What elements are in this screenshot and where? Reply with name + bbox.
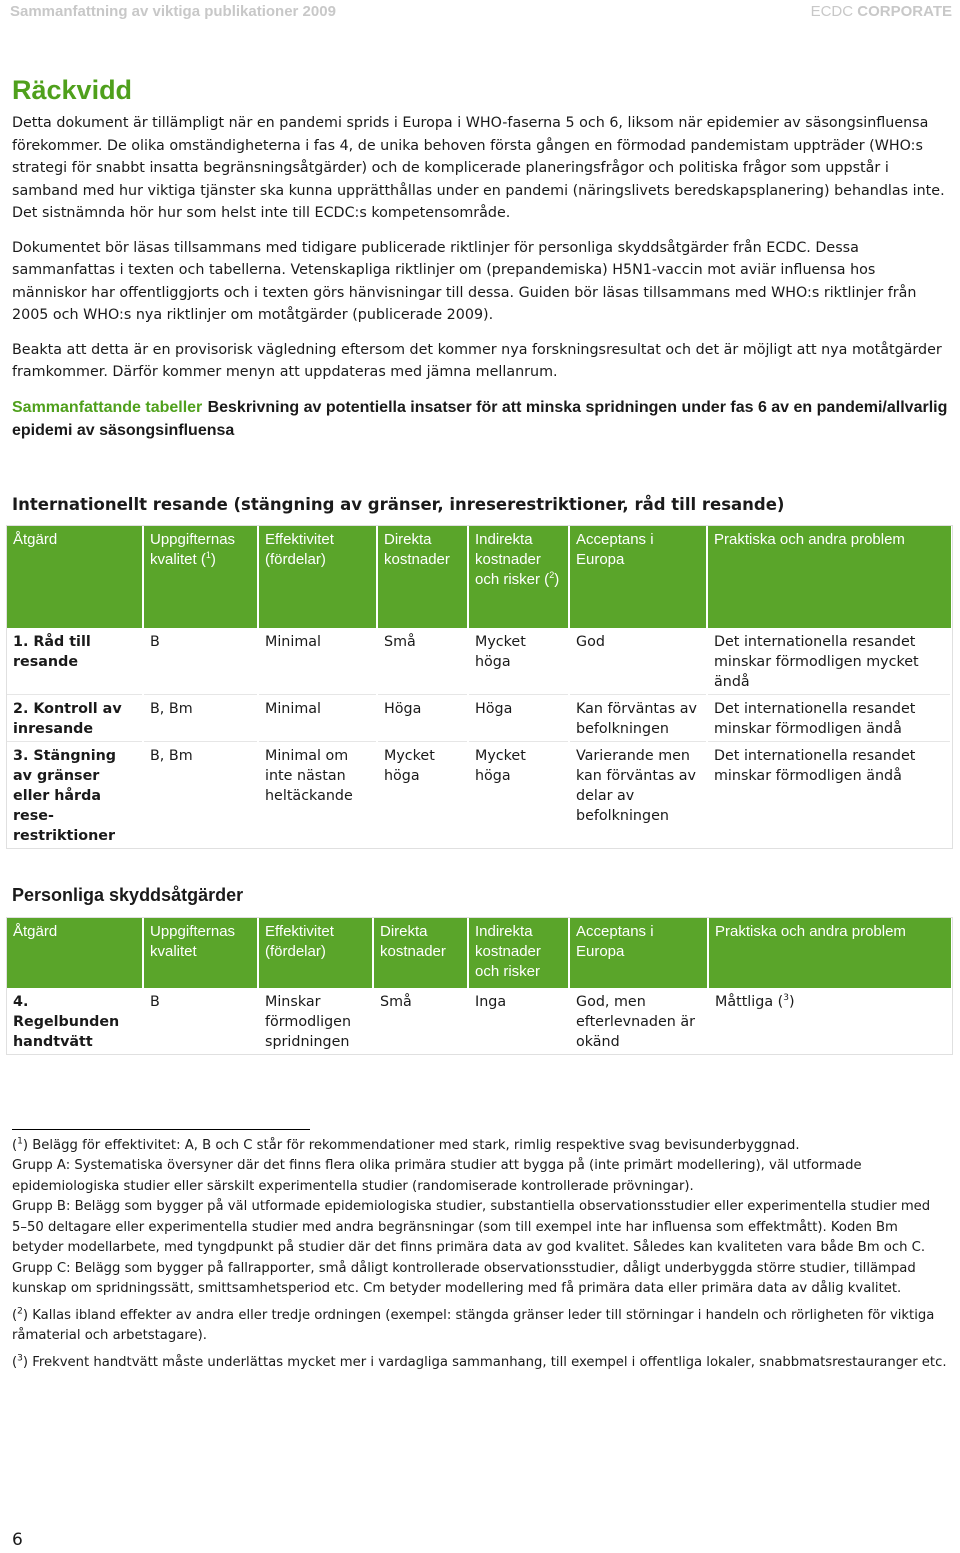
t1-header-acceptance: Acceptans i Europa — [569, 526, 707, 628]
footnote-3-text: Frekvent handtvätt måste underlättas mycket mer i vardagliga sammanhang, till exempel i offentliga lokaler, snabbmatsrestauranger etc. — [32, 1354, 947, 1370]
cell: Höga — [377, 694, 468, 741]
table-row — [7, 694, 951, 741]
header-brand — [811, 3, 952, 20]
cell: B — [143, 988, 258, 1054]
table2-header-row — [7, 918, 951, 988]
cell: B, Bm — [143, 694, 258, 741]
cell: Mycket höga — [468, 628, 569, 695]
cell: Mycket höga — [468, 741, 569, 848]
footnote-3: ($^3$) Frekvent handtvätt måste underlättas mycket mer i vardagliga sammanhang, till exempel i offentliga lokaler, snabbmatsrestauranger etc. — [12, 1353, 947, 1370]
cell: Minimal — [258, 628, 377, 695]
t1-header-quality-sup: 1 — [205, 549, 211, 560]
t1-header-effectiveness: Effektivitet (fördelar) — [258, 526, 377, 628]
cell-text: Måttliga ( — [715, 993, 784, 1010]
paragraph-3: Beakta att detta är en provisorisk vägledning eftersom det kommer nya forskningsresultat och det är möjligt att nya motåtgärder framkommer. Därför kommer menyn att uppdateras med jämna mellanrum. — [12, 341, 942, 380]
t1-header-measure: Åtgärd — [7, 526, 143, 628]
t1-header-indirect-text: Indirekta kostnader och risker ( — [475, 530, 550, 588]
cell-sup: 3 — [783, 992, 789, 1003]
cell-tail: ) — [788, 993, 795, 1010]
header-title: Sammanfattning av viktiga publikationer 2009 — [10, 2, 336, 20]
cell: Mycket höga — [377, 741, 468, 848]
cell: 2. Kontroll av inresande — [7, 694, 143, 741]
page-number: 6 — [12, 1530, 23, 1550]
page-content — [12, 70, 948, 1373]
paragraph-2: Dokumentet bör läsas tillsammans med tidigare publicerade riktlinjer för personliga skyddsåtgärder från ECDC. Dessa sammanfattas i texten och tabellerna. Vetenskapliga riktlinjer om (prepandemiska) H5N1-vaccin mot aviär influensa hos människor har offentliggjorts och i texten görs hänvisningar till dessa. Guiden bör läsas tillsammans med WHO:s riktlinjer från 2005 och WHO:s nya riktlinjer om motåtgärder (publicerade 2009). — [12, 239, 917, 323]
footnote-grupp-c: Grupp C: Belägg som bygger på fallrapporter, små dåligt kontrollerade observationsstudier, dåligt underbyggda större studier, tillämpad kunskap om spridningssätt, smittsamhetsperiod etc. Cm betyder modellering med få primära data eller primära data av dålig kvalitet. — [12, 1260, 916, 1296]
cell: Varierande men kan förväntas av delar av befolkningen — [569, 741, 707, 848]
section-title: Räckvidd — [12, 75, 133, 105]
t2-header-measure: Åtgärd — [7, 918, 143, 988]
cell: 1. Råd till resande — [7, 628, 143, 695]
cell: Kan förväntas av befolkningen — [569, 694, 707, 741]
header-brand-corporate: CORPORATE — [857, 2, 952, 20]
cell: Det internationella resandet minskar förmodligen mycket ändå — [707, 628, 951, 695]
table-caption — [12, 396, 948, 443]
t1-header-quality — [143, 526, 258, 628]
t1-header-problems: Praktiska och andra problem — [707, 526, 951, 628]
cell: Små — [373, 988, 468, 1054]
t1-header-indirect-costs — [468, 526, 569, 628]
cell: God, men efterlevnaden är okänd — [569, 988, 708, 1054]
footnote-2: ($^2$) Kallas ibland effekter av andra eller tredje ordningen (exempel: stängda gränser leder till störningar i handeln och rörligheten för viktiga råmaterial och arbetstagare). — [12, 1306, 935, 1343]
footnote-1: ($^1$) Belägg för effektivitet: A, B och C står för rekommendationer med stark, rimlig respektive svag bevisunderbyggnad. — [12, 1136, 800, 1153]
t1-header-indirect-tail: ) — [554, 570, 560, 588]
t2-header-acceptance: Acceptans i Europa — [569, 918, 708, 988]
page-header — [10, 0, 952, 22]
footnote-3-num: 3 — [17, 1353, 23, 1364]
header-brand-ecdc: ECDC — [810, 2, 854, 20]
cell: Minimal — [258, 694, 377, 741]
cell: Minskar förmodligen spridningen — [258, 988, 373, 1054]
t2-header-indirect-costs: Indirekta kostnader och risker — [468, 918, 569, 988]
cell: Det internationella resandet minskar förmodligen ändå — [707, 741, 951, 848]
cell: B — [143, 628, 258, 695]
t1-header-direct-costs: Direkta kostnader — [377, 526, 468, 628]
cell: Minimal om inte nästan heltäckande — [258, 741, 377, 848]
footnote-1-num: 1 — [17, 1136, 23, 1147]
cell: 4. Regelbunden handtvätt — [7, 988, 143, 1054]
t2-header-direct-costs: Direkta kostnader — [373, 918, 468, 988]
footnote-grupp-a: Grupp A: Systematiska översyner där det finns flera olika primära studier att bygga på (inte primärt modellering), väl utformade epidemiologiska studier eller särskilt experimentella studier (randomiserade kontrollerade prövningar). — [12, 1158, 862, 1194]
cell: 3. Stängning av gränser eller hårda rese-restriktioner — [7, 741, 143, 848]
cell: Det internationella resandet minskar förmodligen ändå — [707, 694, 951, 741]
cell: God — [569, 628, 707, 695]
table1-header-row — [7, 526, 951, 628]
cell — [708, 988, 951, 1054]
t1-header-quality-tail: ) — [210, 550, 216, 568]
footnote-grupp-b: Grupp B: Belägg som bygger på väl utformade epidemiologiska studier, substantiella observationsstudier eller experimentella studier med 5–50 deltagare eller experimentella studier med andra begränsningar (som till exempel inte har influensa som effektmått). Koden Bm betyder modellarbete, med tyngdpunkt på studier där det finns primära data av god kvalitet. Således kan kvaliteten vara både Bm och C. — [12, 1199, 931, 1255]
caption-lead: Sammanfattande tabeller — [12, 398, 203, 416]
footnote-2-text: Kallas ibland effekter av andra eller tredje ordningen (exempel: stängda gränser leder till störningar i handeln och rörligheten för viktiga råmaterial och arbetstagare). — [12, 1307, 935, 1343]
t1-header-quality-text: Uppgifternas kvalitet ( — [150, 530, 236, 568]
table-row — [7, 988, 951, 1054]
cell: B, Bm — [143, 741, 258, 848]
footnotes — [12, 1129, 948, 1374]
table-row — [7, 628, 951, 695]
table-personal-protection — [7, 918, 952, 1054]
cell: Inga — [468, 988, 569, 1054]
cell: Små — [377, 628, 468, 695]
table2-wrapper — [6, 917, 953, 1055]
paragraph-1: Detta dokument är tillämpligt när en pandemi sprids i Europa i WHO-faserna 5 och 6, liksom när epidemier av säsongsinfluensa förekommer. De olika omständigheterna i fas 4, de unika behoven första gången en förmodad pandemistam uppträder (WHO:s strategi för snabbt insatta begränsningsåtgärder) och de komplicerade planeringsfrågor och politiska frågor som uppstår i samband med hur viktiga tjänster ska kunna upprätthållas under en pandemi (näringslivets beredskapsplanering) behandlas inte. Det sistnämnda hör hur som helst inte till ECDC:s kompetensområde. — [12, 115, 945, 221]
table1-title: Internationellt resande (stängning av gränser, inreserestriktioner, råd till resande) — [12, 494, 785, 514]
table-international-travel — [7, 526, 952, 848]
t2-header-problems: Praktiska och andra problem — [708, 918, 951, 988]
caption-rest: Beskrivning av potentiella insatser för att minska spridningen under fas 6 av en pandemi/allvarlig epidemi av säsongsinfluensa — [12, 398, 948, 439]
t2-header-effectiveness: Effektivitet (fördelar) — [258, 918, 373, 988]
table1-wrapper — [6, 525, 953, 849]
footnote-2-num: 2 — [17, 1306, 23, 1317]
footnote-divider — [12, 1129, 310, 1130]
footnote-1-text: Belägg för effektivitet: A, B och C står för rekommendationer med stark, rimlig respektive svag bevisunderbyggnad. — [32, 1137, 800, 1153]
table2-title: Personliga skyddsåtgärder — [12, 884, 244, 905]
table-row — [7, 741, 951, 848]
t2-header-quality: Uppgifternas kvalitet — [143, 918, 258, 988]
cell: Höga — [468, 694, 569, 741]
t1-header-indirect-sup: 2 — [549, 569, 555, 580]
